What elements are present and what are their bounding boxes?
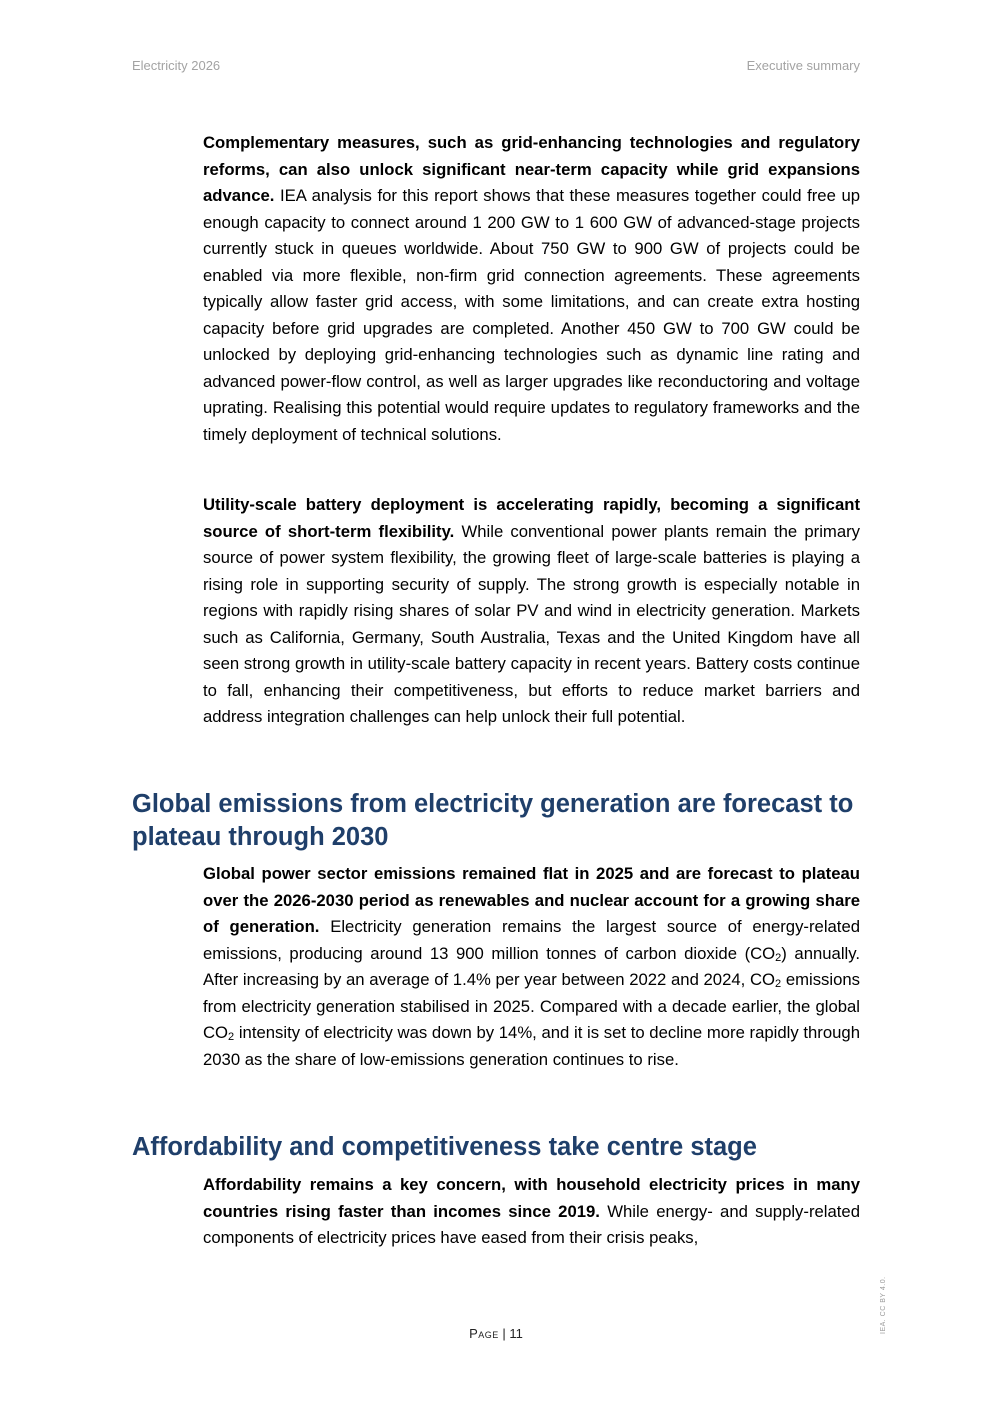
co2-subscript: 2 [775,951,782,964]
license-note: IEA. CC BY 4.0. [880,1276,887,1334]
paragraph-body-c: emissions from electricity generation stabilised in 2025. Compared with a decade earlier, the global CO [203,970,861,1042]
page-label: Page [469,1326,499,1341]
paragraph-body-b: ) annually. After increasing by an average of 1.4% per year between 2022 and 2024, CO [203,943,860,989]
paragraph-battery-deployment [203,492,860,731]
paragraph-body: While energy- and supply-related components of electricity prices have eased from their crisis peaks, [203,1201,860,1247]
paragraph-lead: Affordability remains a key concern, with household electricity prices in many countries rising faster than incomes since 2019. [203,1175,860,1221]
section-title: Executive summary [746,58,860,73]
heading-affordability: Affordability and competitiveness take centre stage [132,1133,757,1161]
paragraph-emissions [203,861,860,1073]
report-title: Electricity 2026 [132,58,221,73]
paragraph-body: While conventional power plants remain the primary source of power system flexibility, the growing fleet of large-scale batteries is playing a rising role in supporting security of supply. The strong growth is especially notable in regions with rapidly rising shares of solar PV and wind in electricity generation. Markets such as California, Germany, South Australia, Texas and the United Kingdom have all seen strong growth in utility-scale battery capacity in recent years. Battery costs continue to fall, enhancing their competitiveness, but efforts to reduce market barriers and address integration challenges can help unlock their full potential. [203,521,860,726]
page-separator: | [498,1326,510,1341]
paragraph-body-a: Electricity generation remains the largest source of energy-related emissions, producing around 13 900 million tonnes of carbon dioxide (CO [203,917,861,963]
paragraph-grid-measures [203,130,860,448]
paragraph-lead: Utility-scale battery deployment is accelerating rapidly, becoming a significant source of short-term flexibility. [203,495,860,541]
paragraph-body-d: intensity of electricity was down by 14%, and it is set to decline more rapidly through 2030 as the share of low-emissions generation continues to rise. [203,1023,860,1069]
co2-subscript: 2 [775,978,782,990]
paragraph-affordability [203,1172,860,1252]
page-footer [0,1326,992,1341]
paragraph-body: IEA analysis for this report shows that these measures together could free up enough capacity to connect around 1 200 GW to 1 600 GW of advanced-stage projects currently stuck in queues worldwide. About 750 GW to 900 GW of projects could be enabled via more flexible, non-firm grid connection agreements. These agreements typically allow faster grid access, with some limitations, and can create extra hosting capacity before grid upgrades are completed. Another 450 GW to 700 GW could be unlocked by deploying grid-enhancing technologies such as dynamic line rating and advanced power-flow control, as well as larger upgrades like reconductoring and voltage uprating. Realising this potential would require updates to regulatory frameworks and the timely deployment of technical solutions. [203,186,861,444]
page-number: 11 [509,1326,523,1341]
paragraph-lead: Complementary measures, such as grid-enhancing technologies and regulatory reforms, can also unlock significant near-term capacity while grid expansions advance. [203,133,860,205]
heading-global-emissions: Global emissions from electricity generation are forecast to plateau through 2030 [132,790,854,851]
co2-subscript: 2 [228,1031,235,1043]
paragraph-lead: Global power sector emissions remained flat in 2025 and are forecast to plateau over the 2026-2030 period as renewables and nuclear account for a growing share of generation. [203,864,860,936]
